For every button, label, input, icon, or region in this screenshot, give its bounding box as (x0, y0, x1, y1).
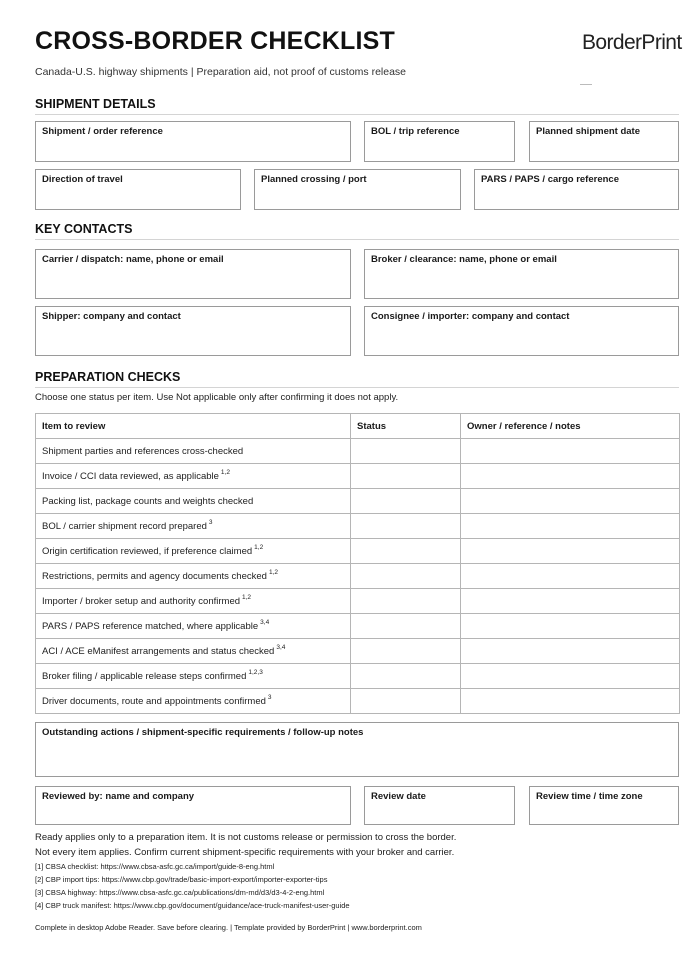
reference-superscript: 1,2 (254, 543, 264, 551)
status-cell[interactable] (351, 639, 461, 664)
check-item-cell (36, 439, 351, 464)
check-item-label: Origin certification reviewed, if preference claimed (42, 545, 253, 557)
owner-notes-cell[interactable] (461, 614, 680, 639)
pars-paps-field[interactable] (474, 169, 679, 210)
status-cell[interactable] (351, 464, 461, 489)
table-row (36, 514, 680, 539)
check-item-cell (36, 464, 351, 489)
check-item-cell (36, 614, 351, 639)
status-cell[interactable] (351, 589, 461, 614)
reference-superscript: 3,4 (260, 618, 270, 626)
status-cell[interactable] (351, 664, 461, 689)
field-label: Planned shipment date (536, 126, 640, 137)
owner-notes-cell[interactable] (461, 689, 680, 714)
check-item-cell (36, 639, 351, 664)
status-cell[interactable] (351, 689, 461, 714)
check-item-label: Importer / broker setup and authority confirmed (42, 595, 241, 607)
reference-link[interactable]: [4] CBP truck manifest: https://www.cbp.gov/document/guidance/ace-truck-manifest-user-guide (35, 901, 350, 910)
reference-link[interactable]: [2] CBP import tips: https://www.cbp.gov/trade/basic-import-export/importer-exporter-tips (35, 875, 328, 884)
check-item-cell (36, 539, 351, 564)
field-label: Shipment / order reference (42, 126, 163, 137)
section-heading-key-contacts: KEY CONTACTS (35, 222, 679, 240)
table-header-row (36, 414, 680, 439)
table-row (36, 564, 680, 589)
disclaimer-text: Ready applies only to a preparation item. It is not customs release or permission to cross the border. (35, 832, 457, 843)
field-label: Shipper: company and contact (42, 311, 181, 322)
direction-field[interactable] (35, 169, 241, 210)
check-item-label: Packing list, package counts and weights checked (42, 495, 254, 507)
order-reference-field[interactable] (35, 121, 351, 162)
field-label: Direction of travel (42, 174, 123, 185)
outstanding-actions-field[interactable] (35, 722, 679, 777)
status-cell[interactable] (351, 564, 461, 589)
owner-notes-cell[interactable] (461, 664, 680, 689)
field-label: BOL / trip reference (371, 126, 460, 137)
owner-notes-cell[interactable] (461, 514, 680, 539)
reference-superscript: 1,2 (268, 568, 278, 576)
page-subtitle: Canada-U.S. highway shipments | Preparation aid, not proof of customs release (35, 66, 407, 78)
reference-link[interactable]: [1] CBSA checklist: https://www.cbsa-asfc.gc.ca/import/guide-8-eng.html (35, 862, 275, 871)
status-cell[interactable] (351, 514, 461, 539)
field-label: Carrier / dispatch: name, phone or email (42, 254, 224, 265)
field-label: Planned crossing / port (261, 174, 367, 185)
column-header-item: Item to review (36, 414, 351, 439)
section-heading-shipment-details: SHIPMENT DETAILS (35, 97, 679, 115)
field-label: Broker / clearance: name, phone or email (371, 254, 557, 265)
check-item-cell (36, 589, 351, 614)
reference-superscript: 1,2,3 (248, 668, 263, 676)
owner-notes-cell[interactable] (461, 439, 680, 464)
check-item-label: Shipment parties and references cross-checked (42, 445, 244, 457)
logo-underline-mark (580, 84, 592, 85)
owner-notes-cell[interactable] (461, 539, 680, 564)
table-row (36, 489, 680, 514)
checks-instructions: Choose one status per item. Use Not applicable only after confirming it does not apply. (35, 392, 399, 403)
check-item-cell (36, 514, 351, 539)
check-item-label: Broker filing / applicable release steps confirmed (42, 670, 247, 682)
crossing-port-field[interactable] (254, 169, 461, 210)
check-item-label: ACI / ACE eManifest arrangements and status checked (42, 645, 275, 657)
planned-date-field[interactable] (529, 121, 679, 162)
bol-reference-field[interactable] (364, 121, 515, 162)
field-label: Review time / time zone (536, 791, 643, 802)
check-item-cell (36, 489, 351, 514)
reference-superscript: 3 (267, 693, 272, 701)
status-cell[interactable] (351, 539, 461, 564)
status-cell[interactable] (351, 614, 461, 639)
table-row (36, 589, 680, 614)
broker-contact-field[interactable] (364, 249, 679, 299)
brand-logo: BorderPrint (582, 31, 682, 54)
owner-notes-cell[interactable] (461, 489, 680, 514)
check-item-label: Restrictions, permits and agency documents checked (42, 570, 267, 582)
column-header-status: Status (351, 414, 461, 439)
field-label: Reviewed by: name and company (42, 791, 195, 802)
table-row (36, 614, 680, 639)
table-row (36, 439, 680, 464)
table-row (36, 639, 680, 664)
check-item-cell (36, 664, 351, 689)
consignee-contact-field[interactable] (364, 306, 679, 356)
field-label: Outstanding actions / shipment-specific requirements / follow-up notes (42, 727, 364, 738)
column-header-owner-notes: Owner / reference / notes (461, 414, 680, 439)
check-item-cell (36, 564, 351, 589)
owner-notes-cell[interactable] (461, 639, 680, 664)
owner-notes-cell[interactable] (461, 589, 680, 614)
check-item-label: BOL / carrier shipment record prepared (42, 520, 207, 532)
review-time-field[interactable] (529, 786, 679, 825)
table-row (36, 464, 680, 489)
status-cell[interactable] (351, 489, 461, 514)
reference-link[interactable]: [3] CBSA highway: https://www.cbsa-asfc.gc.ca/publications/dm-md/d3/d3-4-2-eng.html (35, 888, 325, 897)
reference-superscript: 1,2 (242, 593, 252, 601)
shipper-contact-field[interactable] (35, 306, 351, 356)
reference-superscript: 1,2 (220, 468, 230, 476)
reference-superscript: 3 (208, 518, 213, 526)
section-heading-preparation-checks: PREPARATION CHECKS (35, 370, 679, 388)
reviewed-by-field[interactable] (35, 786, 351, 825)
field-label: PARS / PAPS / cargo reference (481, 174, 619, 185)
check-item-label: Invoice / CCI data reviewed, as applicable (42, 470, 219, 482)
table-row (36, 689, 680, 714)
table-row (36, 539, 680, 564)
check-item-cell (36, 689, 351, 714)
preparation-checks-table (35, 413, 680, 714)
reference-superscript: 3,4 (276, 643, 286, 651)
check-item-label: Driver documents, route and appointments confirmed (42, 695, 266, 707)
check-item-label: PARS / PAPS reference matched, where applicable (42, 620, 259, 632)
field-label: Consignee / importer: company and contact (371, 311, 570, 322)
owner-notes-cell[interactable] (461, 464, 680, 489)
page-footer: Complete in desktop Adobe Reader. Save before clearing. | Template provided by BorderPrint | www.borderprint.com (35, 923, 422, 932)
page-title: CROSS-BORDER CHECKLIST (35, 27, 395, 55)
field-label: Review date (371, 791, 426, 802)
owner-notes-cell[interactable] (461, 564, 680, 589)
table-row (36, 664, 680, 689)
status-cell[interactable] (351, 439, 461, 464)
carrier-contact-field[interactable] (35, 249, 351, 299)
disclaimer-text: Not every item applies. Confirm current shipment-specific requirements with your broker and carrier. (35, 847, 455, 858)
review-date-field[interactable] (364, 786, 515, 825)
